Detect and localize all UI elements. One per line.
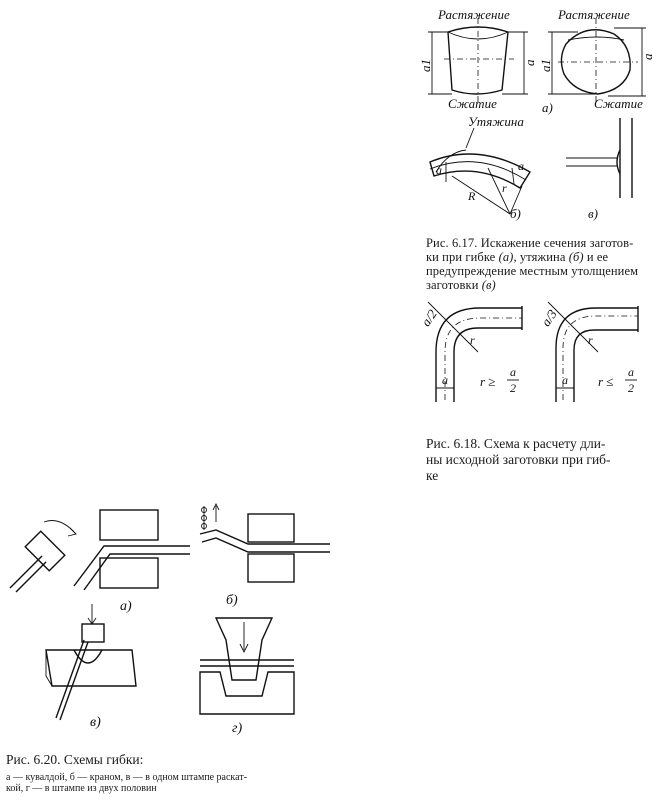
crane-chain-icon — [202, 504, 220, 530]
fig-6-18-caption — [426, 436, 658, 484]
caption-618-line-1: Рис. 6.18. Схема к расчету дли- — [426, 436, 606, 451]
caption-line-2: ки при гибке (а), утяжина (б) и ее — [426, 250, 609, 264]
fig-6-20-drawing — [4, 500, 334, 740]
fig-6-17-b-v-drawing — [418, 112, 658, 232]
label-compression-right: Сжатие — [594, 96, 643, 111]
label-a-b2: a — [518, 159, 524, 173]
label-bulge: Утяжина — [468, 114, 524, 129]
subfig-620-a: а) — [120, 599, 132, 614]
caption-618-line-3: ке — [426, 468, 439, 483]
subfig-label-a: а) — [542, 100, 553, 115]
frac-den-right: 2 — [628, 381, 634, 395]
label-a-half: a/2 — [418, 306, 440, 329]
frac-den-left: 2 — [510, 381, 516, 395]
caption-618-line-2: ны исходной заготовки при гиб- — [426, 452, 611, 467]
label-a-right: a — [640, 53, 655, 60]
frac-num-right: a — [628, 365, 634, 379]
sledgehammer-icon — [10, 521, 76, 593]
frac-num-left: a — [510, 365, 516, 379]
fig-6-17-a-drawing — [418, 4, 658, 114]
subfig-620-g: г) — [232, 721, 243, 736]
label-a-b: a — [436, 163, 442, 177]
label-r-left-918: r — [470, 333, 475, 347]
label-a1-right: a1 — [538, 59, 553, 72]
label-r-right-618: r — [588, 333, 593, 347]
fig-6-18-drawing — [418, 292, 658, 412]
label-R: R — [468, 189, 476, 203]
label-tension-right: Растяжение — [558, 7, 630, 22]
label-a1-left: a1 — [418, 59, 433, 72]
cond-left: r ≥ — [480, 374, 496, 389]
caption-line-1: Рис. 6.17. Искажение сечения заготов- — [426, 236, 634, 250]
label-tension-left: Растяжение — [438, 7, 510, 22]
fig-6-17-caption — [426, 236, 658, 292]
caption-line-4: заготовки (в) — [426, 278, 496, 292]
subfig-620-v: в) — [90, 715, 101, 730]
label-a-right-618: a — [562, 373, 568, 387]
subfig-label-b: б) — [510, 206, 521, 221]
fig-6-20-caption-title: Рис. 6.20. Схемы гибки: — [6, 752, 144, 767]
cond-right: r ≤ — [598, 374, 614, 389]
label-a-left-618: a — [442, 373, 448, 387]
subfig-label-v: в) — [588, 206, 598, 221]
subfig-620-b: б) — [226, 593, 238, 608]
label-compression-left: Сжатие — [448, 96, 497, 111]
label-r: r — [502, 181, 507, 195]
fig-6-20-caption-desc-1: а — кувалдой, б — краном, в — в одном штампе раскат- — [6, 772, 248, 783]
caption-line-3: предупреждение местным утолщением — [426, 264, 639, 278]
fig-6-20-caption-desc-2: кой, г — в штампе из двух половин — [6, 783, 157, 794]
label-a-third: a/3 — [538, 306, 560, 329]
label-a-left: a — [522, 59, 537, 66]
